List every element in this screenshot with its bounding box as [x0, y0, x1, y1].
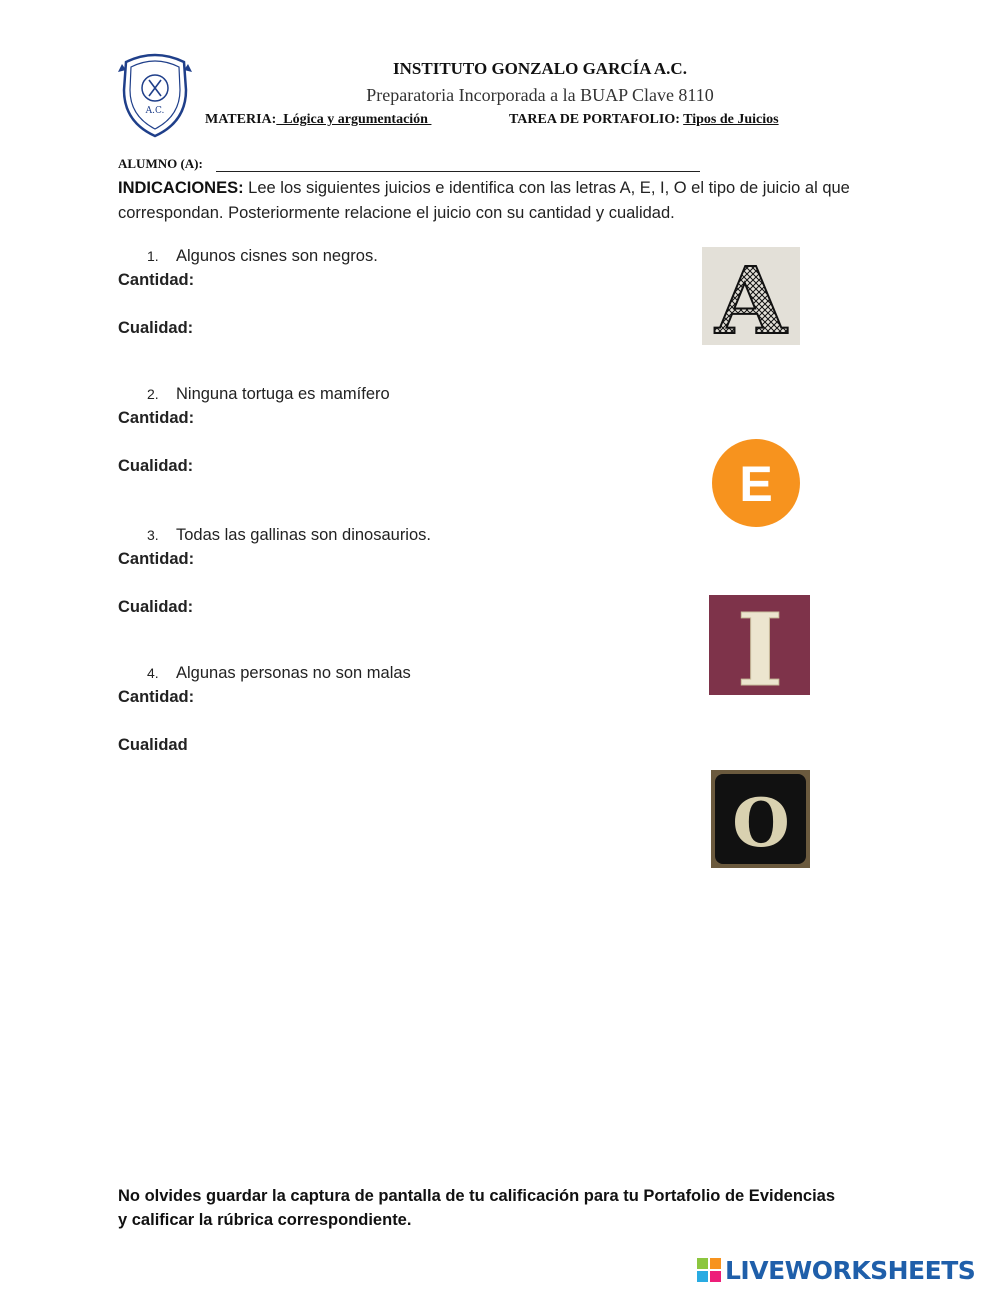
cualidad-label: Cualidad: — [118, 598, 194, 616]
liveworksheets-brand[interactable] — [697, 1255, 975, 1285]
question-text: Ninguna tortuga es mamífero — [176, 385, 390, 403]
letter-o-card[interactable] — [711, 770, 810, 868]
question-number: 4. — [147, 665, 159, 681]
cantidad-label: Cantidad: — [118, 271, 195, 289]
student-label: ALUMNO (A): — [118, 156, 203, 171]
question-number: 2. — [147, 386, 159, 402]
cualidad-label: Cualidad: — [118, 457, 194, 475]
letter-a-card[interactable] — [702, 247, 800, 345]
question-3 — [147, 526, 431, 545]
letter-o: O — [732, 784, 790, 862]
cantidad-label: Cantidad: — [118, 550, 195, 568]
liveworksheets-logo-icon — [697, 1258, 721, 1282]
letter-i: I — [736, 595, 784, 695]
student-name-line[interactable] — [216, 171, 700, 172]
letter-e: E — [739, 456, 773, 512]
question-text: Algunas personas no son malas — [176, 664, 411, 682]
question-text: Todas las gallinas son dinosaurios. — [176, 526, 431, 544]
tarea-line — [509, 112, 779, 128]
footer-note: No olvides guardar la captura de pantalla de tu calificación para tu Portafolio de Evidencias y calificar la rúbrica correspondiente. — [118, 1187, 836, 1229]
cantidad-label: Cantidad: — [118, 688, 195, 706]
letter-a: A — [715, 247, 787, 345]
instructions-text: Lee los siguientes juicios e identifica con las letras A, E, I, O el tipo de juicio al que correspondan. Posteriormente relacione el juicio con su cantidad y cualidad. — [118, 179, 850, 222]
question-4 — [147, 664, 411, 683]
letter-i-card[interactable] — [709, 595, 810, 695]
tarea-value: Tipos de Juicios — [683, 112, 779, 127]
crest-text: A.C. — [145, 106, 165, 116]
question-number: 1. — [147, 248, 159, 264]
institute-title: INSTITUTO GONZALO GARCÍA A.C. — [393, 59, 687, 78]
instructions-label: INDICACIONES: — [118, 179, 244, 197]
question-text: Algunos cisnes son negros. — [176, 247, 378, 265]
liveworksheets-text: LIVEWORKSHEETS — [725, 1255, 976, 1285]
cualidad-label: Cualidad — [118, 736, 188, 754]
instructions — [118, 176, 898, 226]
cualidad-label: Cualidad: — [118, 319, 194, 337]
school-crest-logo — [116, 50, 194, 140]
institute-subtitle: Preparatoria Incorporada a la BUAP Clave 8110 — [366, 85, 714, 105]
question-2 — [147, 385, 390, 404]
question-1 — [147, 247, 378, 266]
tarea-label: TAREA DE PORTAFOLIO: — [509, 112, 680, 127]
materia-label: MATERIA: — [205, 112, 277, 127]
materia-value: Lógica y argumentación — [276, 112, 432, 127]
letter-e-card[interactable] — [711, 438, 801, 528]
cantidad-label: Cantidad: — [118, 409, 195, 427]
materia-line — [205, 112, 431, 128]
question-number: 3. — [147, 527, 159, 543]
